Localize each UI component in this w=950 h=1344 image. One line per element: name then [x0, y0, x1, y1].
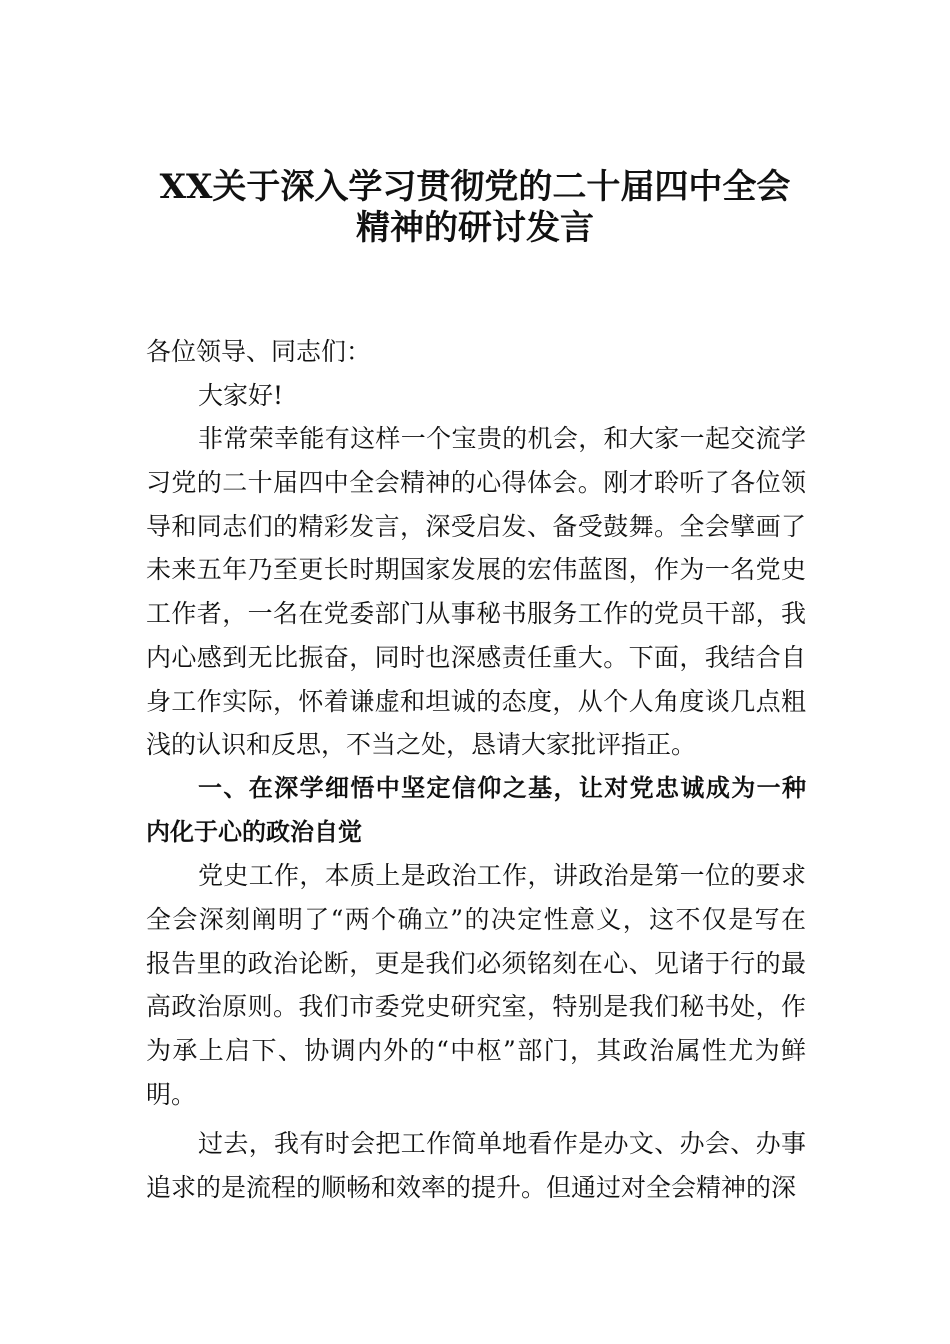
text-line: 浅的认识和反思，不当之处，恳请大家批评指正。	[146, 730, 697, 760]
paragraph	[146, 374, 806, 418]
text-line: 党史工作，本质上是政治工作，讲政治是第一位的要求	[198, 861, 806, 891]
text-line: 内心感到无比振奋，同时也深感责任重大。下面，我结合自	[146, 642, 806, 672]
text-line: 大家好!	[198, 380, 284, 410]
text-line: 为承上启下、协调内外的“中枢”部门，其政治属性尤为鲜	[146, 1036, 806, 1065]
text-line: 过去，我有时会把工作简单地看作是办文、办会、办事	[198, 1129, 806, 1159]
text-line: 身工作实际，怀着谦虚和坦诚的态度，从个人角度谈几点粗	[146, 686, 806, 716]
text-line: 报告里的政治论断，更是我们必须铭刻在心、见诸于行的最	[146, 948, 806, 978]
text-line: 各位领导、同志们：	[146, 337, 372, 366]
text-line: 全会深刻阐明了“两个确立”的决定性意义，这不仅是写在	[146, 904, 806, 934]
paragraph	[146, 330, 806, 374]
paragraph	[146, 417, 806, 767]
text-line: 追求的是流程的顺畅和效率的提升。但通过对全会精神的深	[146, 1173, 797, 1203]
text-line: 未来五年乃至更长时期国家发展的宏伟蓝图，作为一名党史	[146, 555, 806, 585]
section-heading	[146, 767, 806, 854]
document-body	[146, 330, 806, 1210]
text-line: 明。	[146, 1079, 197, 1109]
paragraph	[146, 1122, 806, 1209]
text-line: 高政治原则。我们市委党史研究室，特别是我们秘书处，作	[146, 992, 806, 1022]
text-line: 导和同志们的精彩发言，深受启发、备受鼓舞。全会擘画了	[146, 511, 806, 541]
paragraph	[146, 854, 806, 1116]
text-line: 内化于心的政治自觉	[146, 817, 362, 846]
text-line: 一、在深学细悟中坚定信仰之基，让对党忠诚成为一种	[198, 773, 806, 802]
document-title-line-2: 精神的研讨发言	[356, 208, 594, 248]
document-title-line-1: XX关于深入学习贯彻党的二十届四中全会	[159, 167, 791, 207]
text-line: 非常荣幸能有这样一个宝贵的机会，和大家一起交流学	[198, 424, 806, 454]
text-line: 工作者，一名在党委部门从事秘书服务工作的党员干部，我	[146, 599, 806, 629]
text-line: 习党的二十届四中全会精神的心得体会。刚才聆听了各位领	[146, 468, 806, 498]
